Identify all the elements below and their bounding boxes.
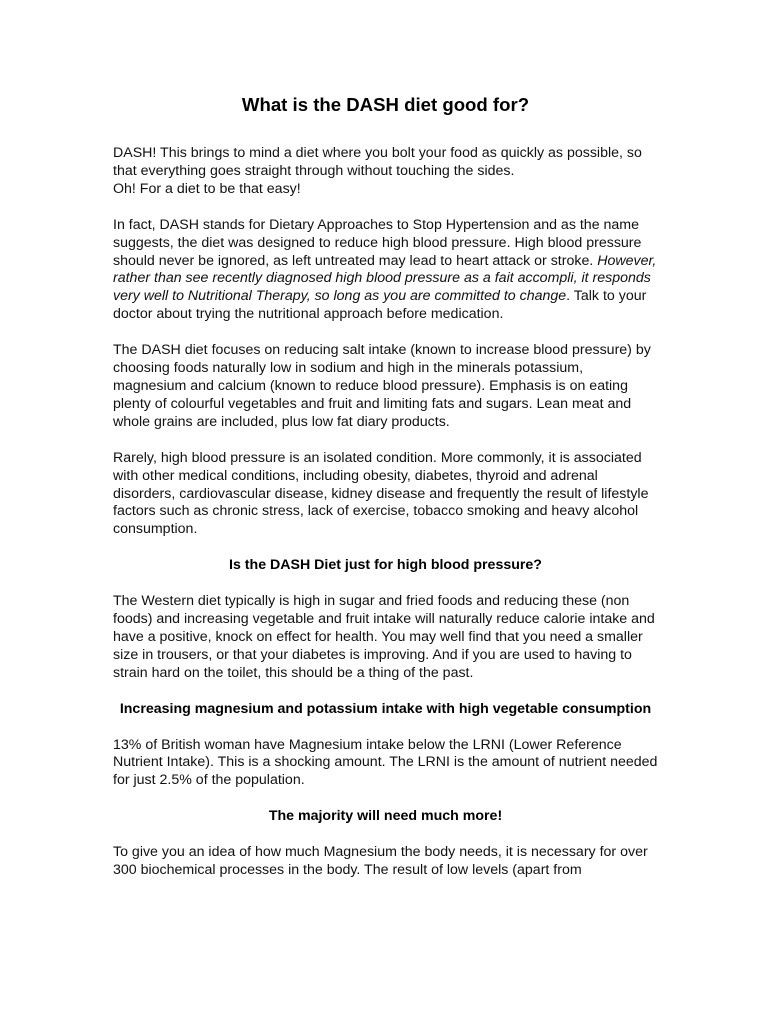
page-title: What is the DASH diet good for? [241,94,530,115]
document-page [113,94,658,898]
section-heading-magnesium-potassium: Increasing magnesium and potassium intake with high vegetable consumption [119,700,652,717]
paragraph-lrni: 13% of British woman have Magnesium intake below the LRNI (Lower Reference Nutrient Intake). This is a shocking amount. The LRNI is the amount of nutrient needed for just 2.5% of the population. [113,736,658,789]
definition-text: In fact, DASH stands for Dietary Approaches to Stop Hypertension and as the name suggests, the diet was designed to reduce high blood pressure. High blood pressure should never be ignored, as left untreated may lead to heart attack or stroke. [113,216,642,269]
definition-text-end: . Talk to your doctor about trying the nutritional approach before medication. [113,288,647,323]
paragraph-dash-definition [113,217,658,324]
paragraph-intro [113,145,658,199]
paragraph-western-diet: The Western diet typically is high in sugar and fried foods and reducing these (non foods) and increasing vegetable and fruit intake will naturally reduce calorie intake and have a positive, knock on effect for health. You may well find that you need a smaller size in trousers, or that your diabetes is improving. And if you are used to having to strain hard on the toilet, this should be a thing of the past. [113,593,655,681]
section-heading-majority: The majority will need much more! [268,808,503,825]
intro-text: DASH! This brings to mind a diet where you bolt your food as quickly as possible, so that everything goes straight through without touching the sides. [113,145,642,179]
paragraph-isolated-condition: Rarely, high blood pressure is an isolated condition. More commonly, it is associated with other medical conditions, including obesity, diabetes, thyroid and adrenal disorders, cardiovascular disease, kidney disease and frequently the result of lifestyle factors such as chronic stress, lack of exercise, tobacco smoking and heavy alcohol consumption. [113,449,649,538]
paragraph-dash-focus: The DASH diet focuses on reducing salt intake (known to increase blood pressure) by choosing foods naturally low in sodium and high in the minerals potassium, magnesium and calcium (known to reduce blood pressure). Emphasis is on eating plenty of colourful vegetables and fruit and limiting fats and sugars. Lean meat and whole grains are included, plus low fat diary products. [113,342,651,430]
paragraph-magnesium-needs: To give you an idea of how much Magnesium the body needs, it is necessary for over 300 biochemical processes in the body. The result of low levels (apart from [113,844,648,879]
section-heading-high-blood-pressure: Is the DASH Diet just for high blood pressure? [229,557,542,574]
intro-exclamation: Oh! For a diet to be that easy! [113,180,301,197]
definition-italic-text: However, rather than see recently diagnosed high blood pressure as a fait accompli, it responds very well to Nutritional Therapy, so long as you are committed to change [113,252,657,305]
